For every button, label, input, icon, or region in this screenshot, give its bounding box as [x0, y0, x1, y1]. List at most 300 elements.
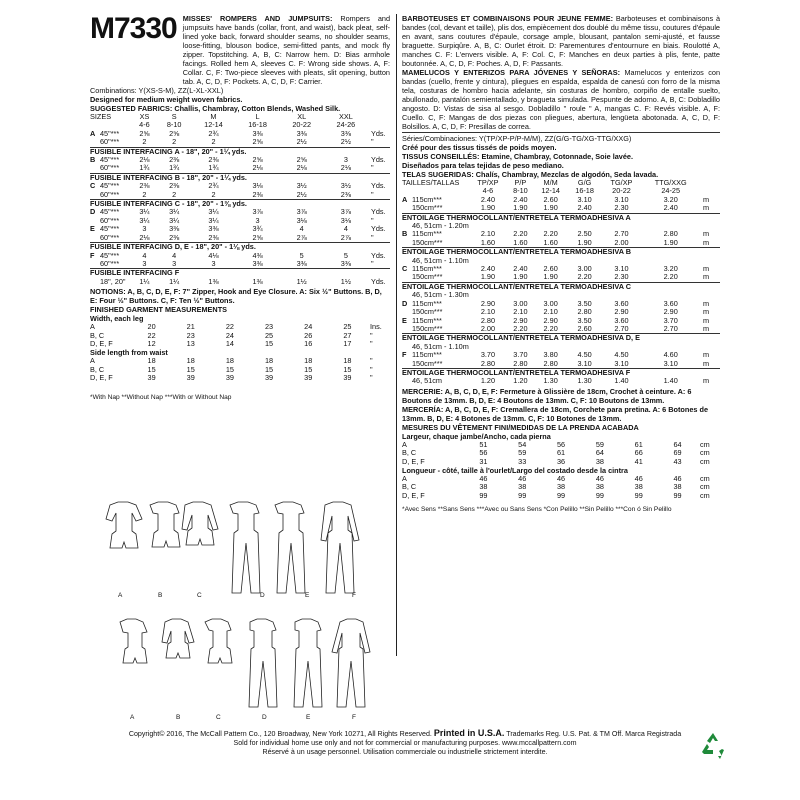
art-label: A — [130, 714, 135, 721]
quantity-cell: 2½ — [340, 137, 351, 147]
longueur: Longueur - côté, taille à l'ourlet/Largo del costado desde la cintra — [402, 465, 628, 475]
measurement-cell: 69 — [673, 448, 682, 458]
quantity-cell: 4⅛ — [208, 250, 219, 260]
quantity-cell: 2⅝ — [169, 128, 180, 138]
english-yardage-table — [90, 113, 390, 286]
quantity-cell: 3⅞ — [296, 207, 307, 217]
yardage-row — [402, 377, 720, 385]
measurement-cell: 18 — [225, 356, 234, 366]
measurement-cell: 15 — [225, 364, 234, 374]
measurement-cell: 36 — [557, 456, 566, 466]
quantity-cell: 4.60 — [663, 350, 678, 360]
quantity-cell: 2⅜ — [208, 232, 219, 242]
measurement-cell: 15 — [147, 364, 156, 374]
quantity-cell: 3.70 — [513, 350, 528, 360]
quantity-cell: 2⅜ — [340, 189, 351, 199]
french-spanish-column — [402, 14, 720, 514]
fr-size-col: TP/XP — [477, 178, 499, 187]
quantity-cell: 2.10 — [480, 229, 496, 239]
quantity-cell: 3⅜ — [340, 128, 351, 138]
measurement-cell: 41 — [634, 456, 643, 466]
measurement-cell: 23 — [264, 322, 274, 332]
art-label: B — [176, 714, 181, 721]
quantity-cell: 3⅜ — [252, 128, 263, 138]
quantity-cell: 4⅜ — [252, 250, 263, 260]
unit-cell: m — [703, 194, 710, 204]
fabric-width: 45"*** — [100, 155, 120, 165]
fabric-width: 60"*** — [100, 137, 120, 147]
yardage-row — [90, 164, 390, 173]
quantity-cell: 2.90 — [614, 307, 629, 317]
spanish-desc-text: Mamelucos y enterizos con bandas (cuello, frente y cintura), pliegues en espalda, espalda de canesú con forro de la misma tela, costuras de hombro hacia adelante, sin costuras de hombro, corpiño de entalle suelto, abullonado, pantalón semientallado, y bragueta simulada. Pespunte de adorno. A, B, C: Dobladillo angosto. D: Vistas de sisa al sesgo. Dobladillo " roule " A, mangas C. F: Revés visible. A, F: Cuello. C, F: Mangas de dos piezas con pliegues, abertura, lengüeta abotonada. A, C, D, F: Bolsillos. A, C, D, F: Presillas de correa. — [402, 68, 720, 131]
measurement-cell: 15 — [264, 338, 274, 348]
french-width-table — [402, 441, 720, 466]
quantity-cell: 2.20 — [513, 323, 528, 333]
quantity-cell: 1.60 — [480, 237, 496, 247]
english-width-table — [90, 323, 390, 348]
art-label: F — [352, 592, 356, 599]
size-num: 20-22 — [292, 120, 312, 130]
size-col: S — [171, 112, 177, 121]
fabric-width: 60"*** — [100, 258, 120, 268]
quantity-cell: 1¾ — [208, 163, 219, 173]
fabric-width: 45"*** — [100, 207, 120, 217]
quantity-cell: 2.20 — [543, 229, 558, 239]
fr-nap-note: *Avec Sens **Sans Sens ***Avec ou Sans Sens *Con Pelillo **Sin Pelillo ***Con ó Sin Pelillo — [402, 506, 672, 514]
view-cell — [90, 164, 132, 173]
cree-pour: Créé pour des tissus tissés de poids moyen. — [402, 143, 557, 152]
quantity-cell: 1.20 — [513, 376, 528, 386]
line-art-labels-2 — [90, 714, 390, 724]
quantity-cell: 3.60 — [614, 298, 629, 308]
fabric-width: 150cm*** — [412, 358, 443, 368]
quantity-cell: 2⅜ — [252, 189, 263, 199]
fabric-width: 60"*** — [100, 215, 120, 225]
measurement-cell: 56 — [557, 439, 566, 449]
measurement-cell: 12 — [147, 338, 156, 348]
fabric-width: 46, 51cm - 1.10m — [412, 341, 469, 351]
fr-sizes-label: TAILLES/TALLAS — [402, 178, 460, 187]
art-label: D — [262, 714, 267, 721]
quantity-cell: 2.20 — [663, 272, 678, 282]
quantity-cell: 3⅛ — [296, 215, 307, 225]
size-num: 16-18 — [248, 120, 267, 130]
quantity-cell: 2.60 — [543, 194, 558, 204]
interfacing-label: ENTOILAGE THERMOCOLLANT/ENTRETELA TERMOADHESIVA C — [402, 282, 720, 291]
line-art-drawings-2 — [90, 614, 390, 714]
fabric-width: 150cm*** — [412, 272, 443, 282]
measurement-cell: 39 — [147, 373, 156, 383]
measurement-cell: 25 — [264, 330, 274, 340]
quantity-cell: 3.20 — [663, 194, 678, 204]
art-label: C — [216, 714, 221, 721]
unit-cell: Yds. — [371, 276, 386, 286]
nap-note: *With Nap **Without Nap ***With or Without Nap — [90, 393, 232, 401]
quantity-cell: 1.90 — [513, 203, 528, 213]
quantity-cell: 3.80 — [543, 350, 558, 360]
measurement-cell: 46 — [518, 473, 527, 483]
interfacing-label: FUSIBLE INTERFACING A - 18", 20" - 1¼ yds. — [90, 147, 390, 156]
quantity-cell: 3¼ — [208, 215, 219, 225]
quantity-cell: 2.00 — [480, 323, 496, 333]
size-col: XL — [297, 112, 307, 121]
quantity-cell: 3 — [142, 258, 147, 268]
quantity-cell: 2⅛ — [139, 155, 150, 165]
unit-cell: m — [703, 264, 710, 274]
quantity-cell: 2.80 — [543, 358, 558, 368]
quantity-cell: 3⅛ — [340, 215, 351, 225]
quantity-cell: 2.00 — [614, 237, 629, 247]
quantity-cell: 3⅜ — [208, 224, 219, 234]
sizes-label: SIZES — [90, 112, 112, 121]
line-art-row-1 — [90, 500, 390, 605]
fr-size-col: TTG/XXG — [654, 178, 687, 187]
quantity-cell: 3⅞ — [252, 207, 263, 217]
quantity-cell: 4.50 — [577, 350, 592, 360]
quantity-cell: 2.20 — [543, 323, 558, 333]
quantity-cell: 2⅝ — [252, 155, 263, 165]
measurement-cell: 18 — [186, 356, 195, 366]
quantity-cell: 2.90 — [513, 315, 528, 325]
width-label: Width, each leg — [90, 314, 144, 324]
measurement-cell: 38 — [595, 456, 604, 466]
unit-cell: m — [703, 350, 710, 360]
view-cell: D, E, F — [402, 490, 425, 500]
mercerie: MERCERIE: A, B, C, D, E, F: Fermeture à Glissière de 18cm, Crochet à ceinture. A: 6 Boutons de 13mm. B, D, E: 4 Boutons de 13mm. C, F: 10 Boutons de 13mm. — [402, 386, 692, 405]
measurement-cell: 38 — [634, 482, 643, 492]
quantity-cell: 3½ — [340, 181, 351, 191]
interfacing-label: FUSIBLE INTERFACING B - 18", 20" - 1¼ yds. — [90, 173, 390, 182]
art-label: C — [197, 592, 202, 599]
view-cell: B, C — [90, 364, 105, 374]
view-letter: C — [90, 181, 96, 191]
measurement-cell: 59 — [595, 439, 604, 449]
quantity-cell: 2.70 — [614, 229, 629, 239]
quantity-cell: 3.10 — [577, 194, 592, 204]
measurement-cell: 26 — [304, 330, 313, 340]
unit-cell: " — [371, 137, 374, 147]
unit-cell: m — [703, 229, 710, 239]
view-letter: D — [90, 207, 96, 217]
unit-cell: " — [371, 215, 374, 225]
unit-cell: " — [371, 189, 374, 199]
quantity-cell: 3 — [255, 215, 260, 225]
quantity-cell: 3.00 — [513, 298, 528, 308]
english-column — [90, 14, 390, 402]
measurement-cell: 33 — [518, 456, 527, 466]
quantity-cell: 2.10 — [543, 307, 558, 317]
fr-combinations: Séries/Combinaciones: Y(TP/XP-P/P-M/M), ZZ(G/G-TG/XG-TTG/XXG) — [402, 134, 632, 143]
quantity-cell: 2.90 — [480, 298, 496, 308]
quantity-cell: 3⅜ — [340, 258, 351, 268]
quantity-cell: 3¼ — [208, 207, 219, 217]
art-label: E — [306, 714, 311, 721]
unit-cell: cm — [700, 490, 710, 500]
view-letter: A — [90, 128, 96, 138]
view-cell: D, E, F — [90, 373, 113, 383]
quantity-cell: 4 — [172, 250, 177, 260]
english-desc-text: Rompers and jumpsuits have bands (collar, front, and waist), back pleat, self-lined yoke back, forward shoulder seams, no shoulder seams, loose-fitting, blouson bodice, semi-fitted pants, and mock fly zipper. Topstitching. A, B, C: Narrow hem. D: Bias armhole facings. Rolled hem A, sleeves C. F: Wrong side shows. A, F: Collar. C, F: Two-piece sleeves with pleats, slit opening, button tab. A, C, D, F: Pockets. A, C, D, F: Carrier. — [182, 14, 391, 86]
quantity-cell: 2.80 — [577, 307, 592, 317]
measurement-cell: 23 — [186, 330, 195, 340]
unit-cell: m — [703, 272, 710, 282]
fr-size-col: M/M — [543, 178, 558, 187]
view-letter: A — [402, 194, 408, 204]
quantity-cell: 2.60 — [577, 323, 592, 333]
measurement-cell: 56 — [479, 448, 488, 458]
quantity-cell: 2.40 — [513, 264, 528, 274]
measurement-cell: 43 — [673, 456, 682, 466]
measurement-cell: 22 — [225, 322, 234, 332]
quantity-cell: 3¼ — [169, 215, 180, 225]
quantity-cell: 2.40 — [513, 194, 528, 204]
quantity-cell: 2⅛ — [296, 163, 307, 173]
measurement-cell: 99 — [673, 490, 682, 500]
quantity-cell: 2.90 — [543, 315, 558, 325]
quantity-cell: 1.60 — [513, 237, 528, 247]
quantity-cell: 2.60 — [543, 264, 558, 274]
measurement-cell: 21 — [186, 322, 195, 332]
reserve: Réservé à un usage personnel. Utilisation commerciale ou industrielle strictement interdite. — [262, 748, 548, 756]
quantity-cell: 4.50 — [614, 350, 629, 360]
quantity-cell: 2.20 — [513, 229, 528, 239]
quantity-cell: 2.40 — [480, 194, 496, 204]
quantity-cell: 5 — [299, 250, 304, 260]
measurement-cell: 46 — [479, 473, 488, 483]
measurement-cell: 99 — [479, 490, 488, 500]
quantity-cell: 2⅝ — [139, 128, 150, 138]
measurement-cell: 64 — [595, 448, 604, 458]
quantity-cell: 1.90 — [513, 272, 528, 282]
measurement-cell: 15 — [343, 364, 352, 374]
french-title: BARBOTEUSES ET COMBINAISONS POUR JEUNE FEMME: — [402, 14, 614, 23]
measurement-row — [402, 492, 720, 500]
line-art-row-2 — [90, 614, 390, 714]
unit-cell: m — [703, 315, 710, 325]
quantity-cell: 2⅜ — [208, 155, 219, 165]
quantity-cell: 2.80 — [663, 229, 678, 239]
fabric-width: 115cm*** — [412, 350, 442, 360]
view-letter: B — [402, 229, 408, 239]
quantity-cell: 1⅜ — [252, 276, 263, 286]
tissus-conseilles: TISSUS CONSEILLÉS: Etamine, Chambray, Cotonnade, Soie lavée. — [402, 152, 633, 161]
fabric-width: 46, 51cm - 1.10m — [412, 255, 469, 265]
trademark: Trademarks Reg. U.S. Pat. & TM Off. Marca Registrada — [506, 730, 682, 738]
view-cell: B, C — [90, 330, 105, 340]
view-cell: A — [90, 322, 95, 332]
quantity-cell: 1.40 — [614, 376, 629, 386]
quantity-cell: 2½ — [296, 137, 307, 147]
quantity-cell: 1.90 — [480, 272, 496, 282]
quantity-cell: 2.50 — [577, 229, 592, 239]
english-description — [183, 14, 390, 86]
size-num: 8-10 — [166, 120, 182, 130]
view-cell: A — [402, 439, 407, 449]
measurement-cell: 27 — [343, 330, 352, 340]
quantity-cell: 1.90 — [480, 203, 496, 213]
quantity-cell: 2.10 — [480, 307, 496, 317]
fabric-width: 150cm*** — [412, 307, 443, 317]
unit-cell: m — [703, 203, 710, 213]
measurement-cell: 39 — [343, 373, 352, 383]
quantity-cell: 3⅜ — [296, 258, 307, 268]
unit-cell: cm — [700, 482, 710, 492]
quantity-cell: 3⅜ — [169, 224, 180, 234]
quantity-cell: 3 — [343, 155, 348, 165]
quantity-cell: 3¼ — [139, 215, 150, 225]
quantity-cell: 2.10 — [513, 307, 528, 317]
view-cell — [90, 138, 132, 147]
quantity-cell: 1.90 — [543, 203, 558, 213]
interfacing-label: FUSIBLE INTERFACING F — [90, 269, 390, 278]
quantity-cell: 2.80 — [513, 358, 528, 368]
view-cell — [402, 204, 469, 213]
measurement-cell: 39 — [186, 373, 195, 383]
measurement-cell: 61 — [634, 439, 643, 449]
french-desc-text: Barboteuses et combinaisons à bandes (col, devant et taille), plis dos, empiècement dos doublé du même tissu, coutures d'épaule en avant, sans coutures d'épaule, corsage ample, blousant, pantalon semi-ajusté, et fausse braguette. Surpiqûre. A, B, C: Ourlet étroit. D: Parementures d'entournure en biais. Roulotté A, manches C. F: L'envers visible. A, F: Col. C, F: Manches en deux parties à plis, fente, patte boutonnée. A, C, D, F: Poches. A, D, F: Passants. — [402, 14, 720, 68]
art-label: B — [158, 592, 163, 599]
measurement-cell: 46 — [673, 473, 682, 483]
quantity-cell: 1½ — [296, 276, 307, 286]
interfacing-label: ENTOILAGE THERMOCOLLANT/ENTRETELA TERMOADHESIVA D, E — [402, 334, 720, 343]
measurement-cell: 38 — [557, 482, 566, 492]
quantity-cell: 2 — [172, 137, 177, 147]
view-letter: C — [402, 264, 408, 274]
quantity-cell: 3.70 — [663, 315, 678, 325]
recycle-icon — [698, 730, 728, 760]
quantity-cell: 2 — [142, 189, 147, 199]
unit-cell: " — [371, 163, 374, 173]
quantity-cell: 2⅜ — [169, 181, 180, 191]
french-yardage-table — [402, 179, 720, 386]
quantity-cell: 3.70 — [480, 350, 496, 360]
measurement-cell: 99 — [557, 490, 566, 500]
merceria: MERCERÍA: A, B, C, D, E, F: Cremallera de 18cm, Corchete para pretina. A: 6 Botones de 13mm. B, D, E: 4 Botones de 13mm. C, F: 10 Botones de 13mm. — [402, 404, 708, 423]
fr-size-num: 8-10 — [513, 186, 528, 196]
fr-size-num: 4-6 — [482, 186, 494, 196]
disenados: Diseñados para telas tejidas de peso mediano. — [402, 161, 564, 170]
view-cell — [402, 377, 469, 385]
unit-cell: m — [703, 376, 710, 386]
size-col: XS — [139, 112, 150, 121]
measurement-cell: 59 — [518, 448, 527, 458]
quantity-cell: 1¼ — [139, 276, 150, 286]
view-cell: D, E, F — [90, 338, 113, 348]
quantity-cell: 2.40 — [577, 203, 592, 213]
view-letter: E — [90, 224, 95, 234]
quantity-cell: 2⅝ — [252, 137, 263, 147]
quantity-cell: 1.40 — [663, 376, 678, 386]
fabric-width: 150cm*** — [412, 323, 443, 333]
french-description — [402, 14, 720, 68]
quantity-cell: 2.20 — [577, 272, 592, 282]
pattern-code: M7330 — [90, 12, 177, 45]
fabric-width: 115cm*** — [412, 264, 442, 274]
art-label: F — [352, 714, 356, 721]
unit-cell: cm — [700, 473, 710, 483]
quantity-cell: 2⅜ — [169, 155, 180, 165]
english-title: MISSES' ROMPERS AND JUMPSUITS: — [182, 14, 333, 23]
quantity-cell: 1.30 — [543, 376, 558, 386]
unit-cell: " — [370, 373, 373, 383]
unit-cell: Yds. — [371, 250, 386, 260]
measurement-cell: 18 — [264, 356, 274, 366]
view-letter: D — [402, 298, 408, 308]
view-letter: F — [402, 350, 407, 360]
quantity-cell: 2⅝ — [252, 232, 263, 242]
measurement-cell: 24 — [304, 322, 313, 332]
fabric-width: 45"*** — [100, 128, 120, 138]
quantity-cell: 3¾ — [252, 224, 263, 234]
header — [90, 14, 390, 86]
art-label: A — [118, 592, 123, 599]
quantity-cell: 3.10 — [577, 358, 592, 368]
measurement-cell: 38 — [595, 482, 604, 492]
divider — [402, 132, 720, 133]
measurement-cell: 13 — [186, 338, 195, 348]
art-label: D — [260, 592, 265, 599]
quantity-cell: 2⅜ — [169, 232, 180, 242]
footer — [90, 729, 720, 757]
art-label: E — [305, 592, 310, 599]
fr-size-col: TG/XP — [610, 178, 633, 187]
size-col: XXL — [338, 112, 353, 121]
quantity-cell: 3 — [172, 258, 177, 268]
measurement-cell: 38 — [673, 482, 682, 492]
unit-cell: cm — [700, 456, 710, 466]
fabric-width: 45"*** — [100, 224, 120, 234]
view-cell — [90, 278, 132, 286]
individual-use: Sold for individual home use only and not for commercial or manufacturing purposes. www.mccallpattern.com — [233, 739, 577, 747]
line-art-drawings-1 — [90, 500, 390, 605]
view-cell: A — [90, 356, 95, 366]
measurement-cell: 20 — [147, 322, 156, 332]
quantity-cell: 3⅜ — [252, 258, 263, 268]
fabric-width: 46, 51cm - 1.20m — [412, 221, 469, 231]
view-cell: B, C — [402, 482, 417, 492]
quantity-cell: 2¾ — [208, 128, 219, 138]
quantity-cell: 3.60 — [614, 315, 629, 325]
view-letter: F — [90, 250, 95, 260]
measurement-cell: 61 — [557, 448, 566, 458]
measurement-cell: 99 — [595, 490, 604, 500]
quantity-cell: 3.20 — [663, 264, 678, 274]
unit-cell: " — [370, 338, 373, 348]
fabric-width: 45"*** — [100, 250, 120, 260]
unit-cell: " — [370, 364, 373, 374]
fabric-width: 150cm*** — [412, 237, 443, 247]
quantity-cell: 3⅜ — [296, 128, 307, 138]
measurement-row — [402, 458, 720, 466]
line-art-labels-1 — [90, 592, 390, 602]
measurement-cell: 31 — [479, 456, 488, 466]
measurement-cell: 46 — [557, 473, 566, 483]
quantity-cell: 3¼ — [169, 207, 180, 217]
unit-cell: Yds. — [371, 155, 386, 165]
spanish-title: MAMELUCOS Y ENTERIZOS PARA JÓVENES Y SEÑORAS: — [402, 68, 621, 77]
fr-size-num: 16-18 — [575, 186, 594, 196]
quantity-cell: 3½ — [296, 181, 307, 191]
quantity-cell: 2.80 — [480, 358, 496, 368]
measurement-cell: 51 — [479, 439, 488, 449]
quantity-cell: 1¼ — [169, 276, 180, 286]
fr-size-num: 20-22 — [612, 186, 631, 196]
quantity-cell: 2½ — [296, 189, 307, 199]
interfacing-label: FUSIBLE INTERFACING C - 18", 20" - 1⅜ yds. — [90, 200, 390, 209]
quantity-cell: 3.00 — [577, 264, 592, 274]
measurement-cell: 17 — [343, 338, 352, 348]
fabric-width: 115cm*** — [412, 229, 442, 239]
